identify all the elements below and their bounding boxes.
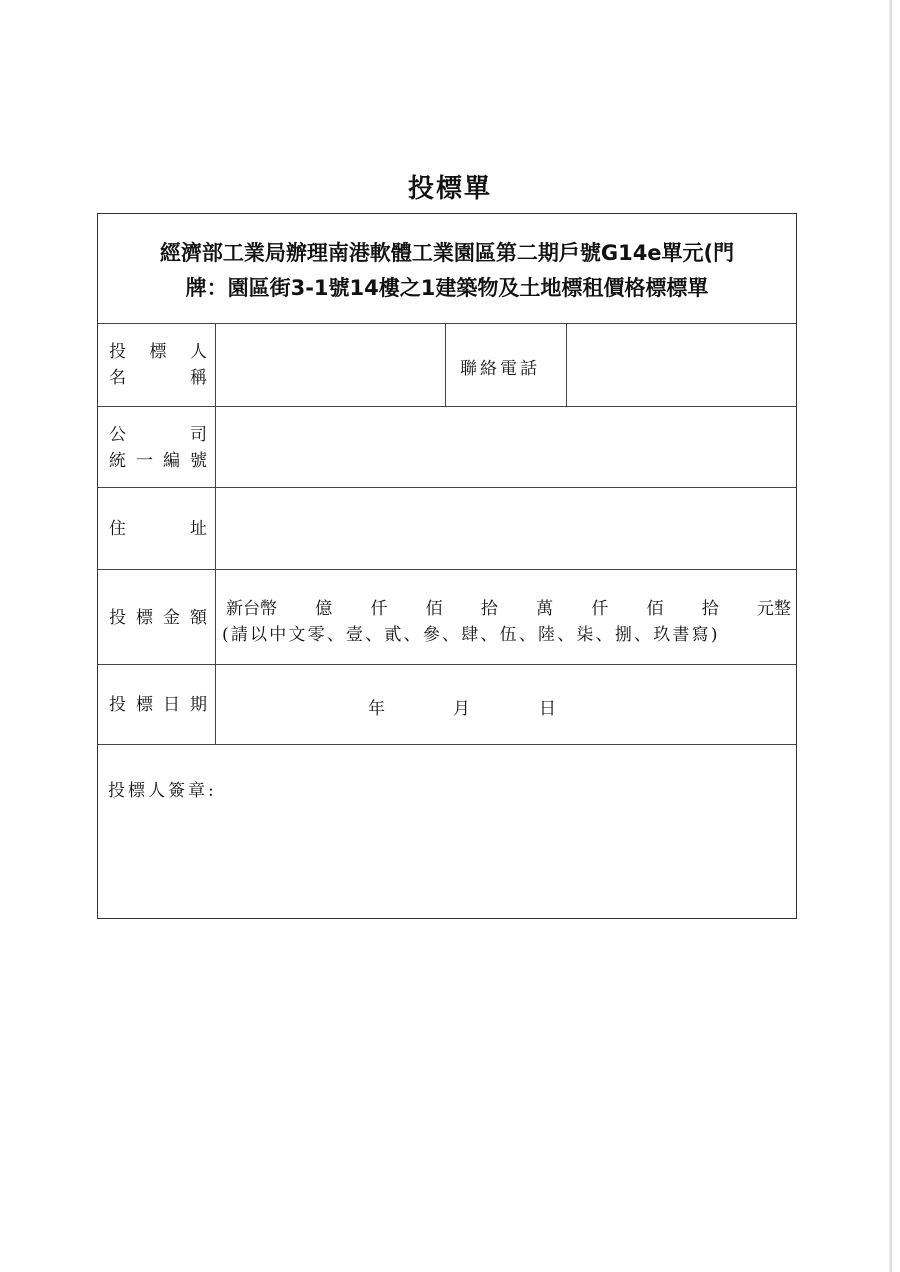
label-char: 金 [163, 608, 180, 628]
unit-yuan: 元整 [756, 599, 791, 619]
form-heading-line-1: 經濟部工業局辦理南港軟體工業園區第二期戶號G14e單元(門 [159, 241, 735, 265]
form-heading-line-2: 牌：園區街3-1號14樓之1建築物及土地標租價格標標單 [185, 276, 709, 300]
column-divider [445, 323, 446, 406]
unit-bai: 佰 [425, 599, 443, 619]
label-char: 住 [109, 519, 126, 539]
form-heading [108, 236, 786, 306]
label-char: 稱 [190, 368, 207, 388]
label-char: 期 [190, 695, 207, 715]
row-divider [98, 744, 796, 745]
label-char: 統 [109, 451, 126, 471]
bid-form [97, 213, 797, 919]
company-id-label [109, 422, 207, 474]
label-char: 名 [109, 368, 126, 388]
label-char: 人 [190, 342, 207, 362]
label-char: 公 [109, 425, 126, 445]
date-day[interactable]: 日 [539, 699, 556, 719]
label-char: 號 [190, 451, 207, 471]
bid-date-label [109, 692, 207, 718]
label-char: 編 [163, 451, 180, 471]
scan-edge-shadow [889, 0, 892, 1272]
unit-bai: 佰 [646, 599, 664, 619]
label-char: 投 [109, 342, 126, 362]
unit-yi: 億 [315, 599, 333, 619]
column-divider [215, 323, 216, 744]
label-char: 額 [190, 608, 207, 628]
currency-label: 新台幣 [226, 599, 277, 619]
bid-amount-field[interactable] [226, 594, 791, 619]
amount-writing-note: (請以中文零、壹、貳、參、肆、伍、陸、柒、捌、玖書寫) [222, 625, 720, 645]
label-char: 司 [190, 425, 207, 445]
row-divider [98, 569, 796, 570]
unit-qian: 仟 [591, 599, 609, 619]
bid-amount-label [109, 605, 207, 631]
signature-label: 投標人簽章: [108, 781, 217, 801]
label-char: 日 [163, 695, 180, 715]
label-char: 標 [136, 608, 153, 628]
row-divider [98, 323, 796, 324]
label-char: 標 [136, 695, 153, 715]
contact-phone-label: 聯絡電話 [460, 359, 540, 379]
row-divider [98, 406, 796, 407]
row-divider [98, 664, 796, 665]
column-divider [566, 323, 567, 406]
address-label [109, 516, 207, 542]
unit-shi: 拾 [480, 599, 498, 619]
date-month[interactable]: 月 [453, 699, 470, 719]
unit-qian: 仟 [370, 599, 388, 619]
label-char: 標 [149, 342, 167, 362]
label-char: 投 [109, 608, 126, 628]
unit-wan: 萬 [536, 599, 554, 619]
row-divider [98, 487, 796, 488]
page-title: 投標單 [407, 174, 492, 204]
date-year[interactable]: 年 [368, 699, 385, 719]
unit-shi: 拾 [701, 599, 719, 619]
label-char: 投 [109, 695, 126, 715]
label-char: 址 [190, 519, 207, 539]
bidder-name-label [109, 339, 207, 391]
label-char: 一 [136, 451, 153, 471]
